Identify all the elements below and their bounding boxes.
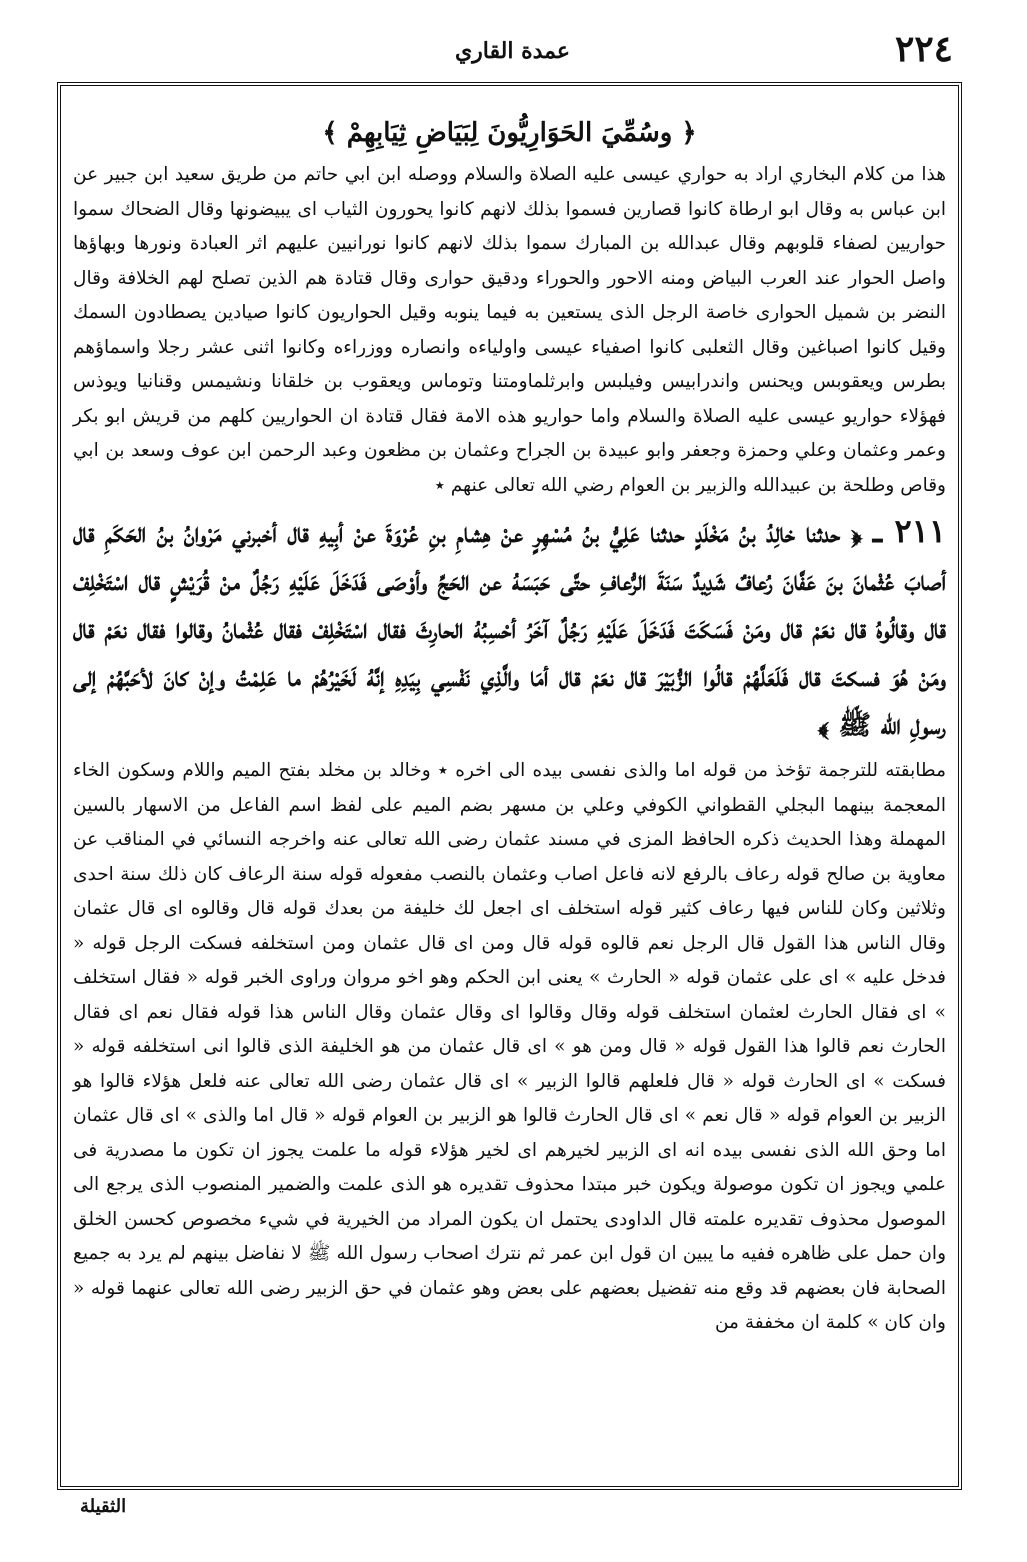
section-heading: ﴿ وسُمِّيَ الحَوَارِيُّونَ لِبَيَاضِ ثِيَابِهِمْ ﴾ (322, 118, 697, 148)
hadith-commentary: مطابقته للترجمة تؤخذ من قوله اما والذى نفسى بيده الى اخره ٭ وخالد بن مخلد بفتح الميم واللام وسكون الخاء المعجمة بينهما البجلي القطواني الكوفي وعلي بن مسهر بضم الميم على لفظ اسم الفاعل من الاسهار بالسين المهملة وهذا الحديث ذكره الحافظ المزى في مسند عثمان رضى الله تعالى عنه واخرجه النسائي في المناقب عن معاوية بن صالح قوله رعاف بالرفع لانه فاعل اصاب وعثمان بالنصب مفعوله قوله سنة الرعاف كان ذلك سنة احدى وثلاثين وكان للناس فيها رعاف كثير قوله استخلف اى اجعل لك خليفة من بعدك قوله قال وقالوه اى قال عثمان وقال الناس هذا القول قال الرجل نعم قالوه قوله قال ومن اى قال عثمان ومن استخلفه فسكت الرجل قوله « فدخل عليه » اى على عثمان قوله « الحارث » يعنى ابن الحكم وهو اخو مروان وراوى الخبر قوله « فقال استخلف » اى فقال الحارث لعثمان استخلف قوله وقال وقالوا اى وقال عثمان وقال الناس هذا قوله فقال نعم اى فقال الحارث نعم قالوا هذا القول قوله « قال ومن هو » اى قال عثمان من هو الخليفة الذى قالوا انى استخلفه قوله « فسكت » اى الحارث قوله « قال فلعلهم قالوا الزبير » اى قال عثمان رضى الله تعالى عنه فلعل هؤلاء قالوا هو الزبير بن العوام قوله « قال نعم » اى قال الحارث قالوا هو الزبير بن العوام قوله « قال اما والذى » اى قال عثمان اما وحق الله الذى نفسى بيده انه اى الزبير لخيرهم اى لخير هؤلاء قوله ما علمت يجوز ان تكون ما مصدرية فى علمي ويجوز ان تكون موصولة ويكون خبر مبتدا محذوف تقديره هو الذى علمت والضمير المنصوب الذى يرجع الى الموصول محذوف تقديره علمته قال الداودى يحتمل ان يكون المراد من الخيرية في شيء مخصوص كحسن الخلق وان حمل على ظاهره ففيه ما يبين ان قول ابن عمر ثم نترك اصحاب رسول الله ﷺ لا نفاضل بينهم لم يرد به جميع الصحابة فان بعضهم قد وقع منه تفضيل بعضهم على بعض وهو عثمان في حق الزبير رضى الله تعالى عنهما قوله « وان كان » كلمة ان مخففة من (73, 760, 946, 1333)
page-body (73, 96, 946, 1476)
hadith-number: ٢١١ ـ (872, 512, 947, 550)
running-title: عمدة القاري (454, 38, 571, 64)
catchword: الثقيلة (80, 1496, 127, 1517)
hadith-text: ﴿ حدثنا خالِدُ بنُ مَخْلَدٍ حدثنا عَلِيُّ بنُ مُسْهِرٍ عنْ هِشامِ بنِ عُرْوَةَ عنْ أبِيهِ قال أخبرني مَرْوانُ بنُ الحَكَمِ قال أصابَ عُثْمانَ بنَ عَفَّانَ رُعافٌ شَدِيدٌ سَنَةَ الرُّعافِ حتَّى حَبَسَهُ عن الحَجِّ وأوْصَى فَدَخَلَ عَلَيْهِ رَجُلٌ منْ قُرَيْشٍ قال اسْتَخْلِفْ قال وقالُوهُ قال نعَمْ قال ومَنْ فَسَكَتَ فَدَخَلَ عَلَيْهِ رَجُلٌ آخَرُ أحْسِبُهُ الحارِثَ فقال اسْتَخْلِفْ فقال عُثْمانُ وقالوا فقال نعَمْ قال ومَنْ هُوَ فسكتَ قال فَلَعَلَّهُمْ قالُوا الزُّبَيْرَ قال نعَمْ قال أمَا والَّذِي نَفْسِي بِيَدِهِ إنَّهُ لَخَيْرُهُمْ ما عَلِمْتُ وإنْ كانَ لأحَبَّهُمْ إلى رسولِ الله ﷺ ﴾ (73, 518, 946, 741)
page-frame (57, 82, 962, 1490)
page-number: ٢٢٤ (894, 28, 953, 70)
section-commentary: هذا من كلام البخاري اراد به حواري عيسى عليه الصلاة والسلام ووصله ابن ابي حاتم من طريق سعيد ابن جبير عن ابن عباس به وقال ابو ارطاة كانوا قصارين فسموا بذلك لانهم كانوا يحورون الثياب اى يبيضونها وقال الضحاك سموا حواريين لصفاء قلوبهم وقال عبدالله بن المبارك سموا بذلك لانهم كانوا نورانيين عليهم اثر العبادة ونورها وبهاؤها واصل الحوار عند العرب البياض ومنه الاحور والحوراء ودقيق حوارى وقال قتادة هم الذين تصلح لهم الخلافة وقال النضر بن شميل الحوارى خاصة الرجل الذى يستعين به فيما ينوبه وقيل الحواريون كانوا صيادين يصطادون السمك وقيل كانوا اصباغين وقال الثعلبى كانوا اصفياء عيسى واولياءه وانصاره ووزراءه وكانوا اثنى عشر رجلا واسماؤهم بطرس ويعقوبس ويحنس واندرابيس وفيلبس وابرثلماومتنا وتوماس ويعقوب بن خلقانا ونشيمس وقنانيا ويوذس فهؤلاء حواريو عيسى عليه الصلاة والسلام واما حواريو هذه الامة فقال قتادة ان الحواريين كلهم من قريش ابو بكر وعمر وعثمان وعلي وحمزة وجعفر وابو عبيدة بن الجراح وعثمان بن مظعون وعبد الرحمن ابن عوف وسعد بن ابي وقاص وطلحة بن عبيدالله والزبير بن العوام رضي الله تعالى عنهم ٭ (73, 164, 946, 496)
page-header (60, 28, 965, 80)
hadith-block (73, 507, 946, 750)
